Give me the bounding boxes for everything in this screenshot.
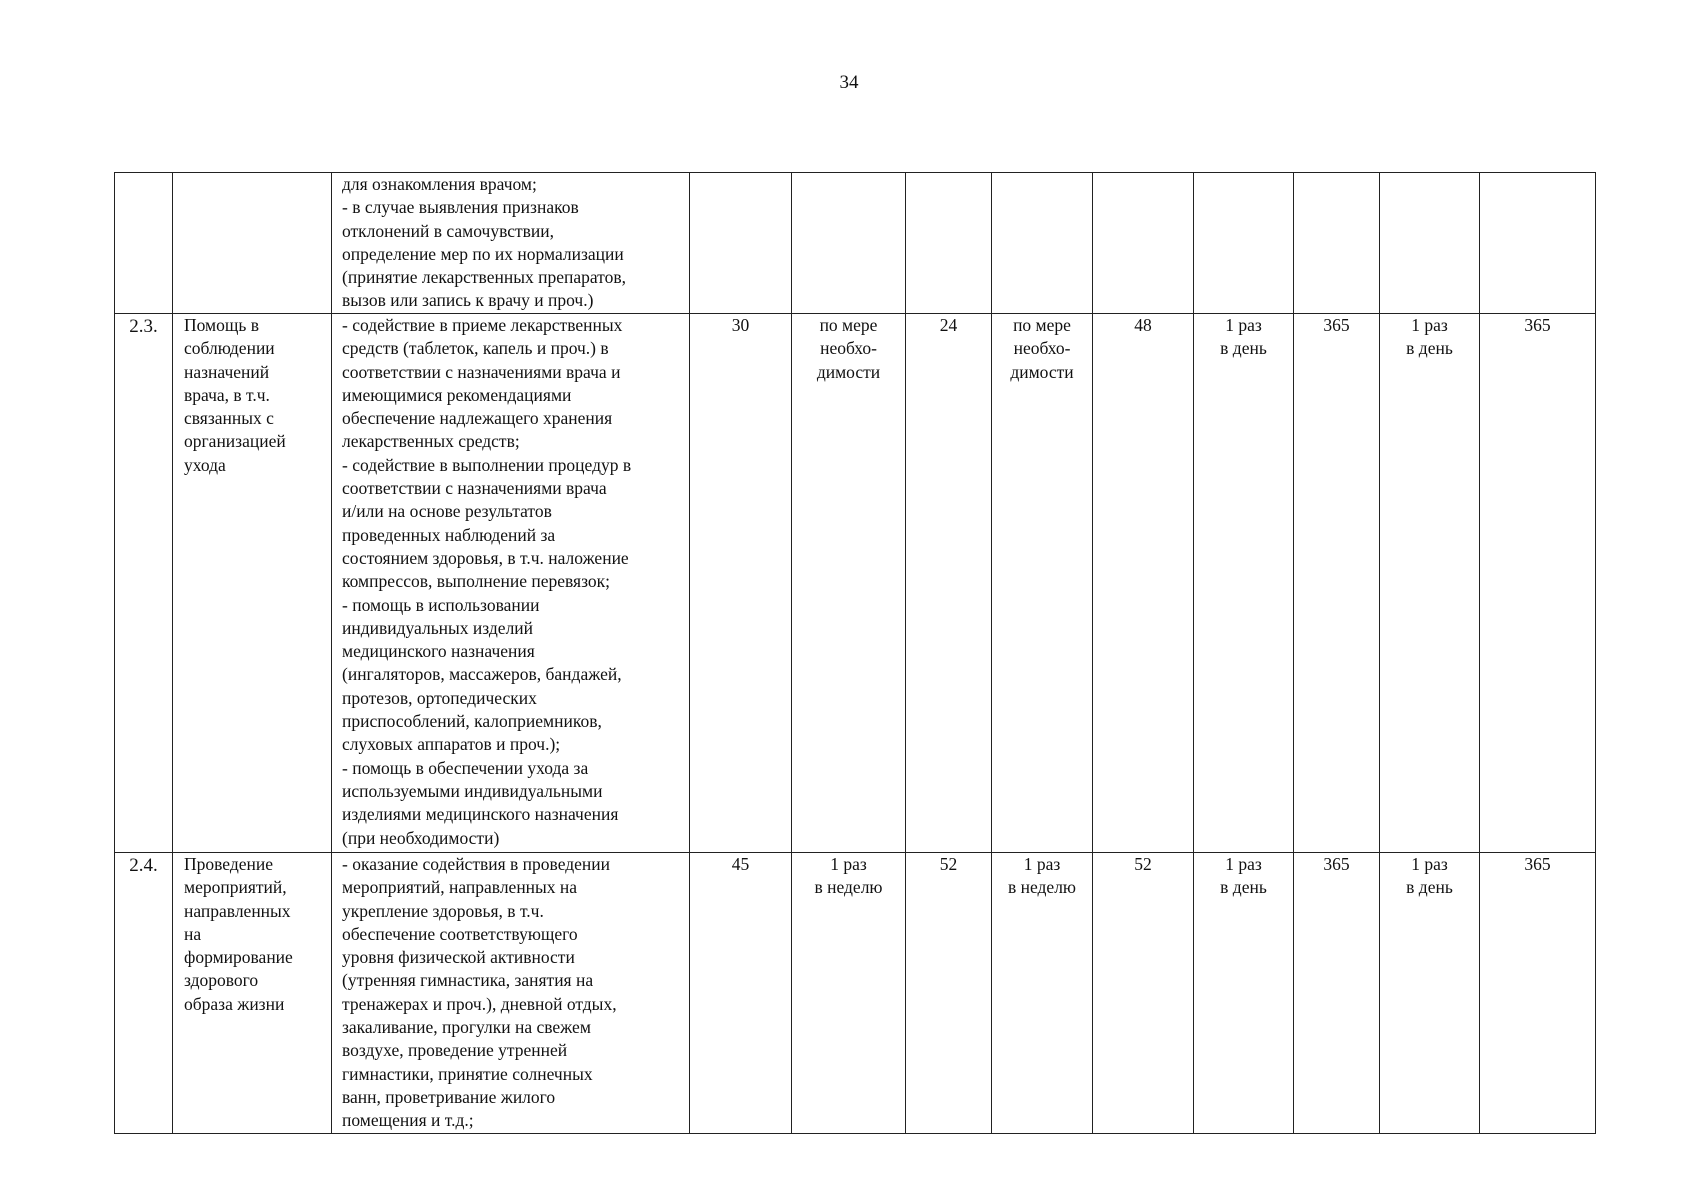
service-description-line: проведенных наблюдений за bbox=[342, 524, 556, 545]
row-number-cell: 2.4. bbox=[115, 853, 173, 1134]
service-description-line: укрепление здоровья, в т.ч. bbox=[342, 900, 544, 921]
service-name-line: мероприятий, bbox=[184, 877, 287, 898]
value-cell bbox=[1294, 853, 1380, 1134]
value-cell bbox=[906, 173, 992, 314]
value-line: 365 bbox=[1323, 315, 1350, 335]
value-line: димости bbox=[1010, 361, 1074, 382]
service-description-line: средств (таблеток, капель и проч.) в bbox=[342, 338, 609, 359]
service-description-line: состоянием здоровья, в т.ч. наложение bbox=[342, 547, 629, 568]
table-row bbox=[115, 314, 1596, 853]
service-description-line: вызов или запись к врачу и проч.) bbox=[342, 290, 594, 311]
service-description-line: - в случае выявления признаков bbox=[342, 197, 579, 218]
service-name-line: ухода bbox=[184, 454, 226, 475]
value-line: 365 bbox=[1524, 315, 1551, 335]
service-description-line: обеспечение надлежащего хранения bbox=[342, 408, 613, 429]
value-cell bbox=[1093, 173, 1194, 314]
value-cell bbox=[1480, 314, 1596, 853]
service-name-line: Проведение bbox=[184, 854, 274, 874]
value-line: 1 раз bbox=[830, 854, 867, 874]
service-name-line: организацией bbox=[184, 431, 286, 452]
value-line: 1 раз bbox=[1225, 315, 1262, 335]
value-line: димости bbox=[816, 361, 881, 382]
service-description-line: тренажерах и проч.), дневной отдых, bbox=[342, 993, 617, 1014]
table-row bbox=[115, 173, 1596, 314]
service-description-line: ванн, проветривание жилого bbox=[342, 1086, 556, 1107]
service-description-line: соответствии с назначениями врача и bbox=[342, 361, 621, 382]
value-cell bbox=[690, 853, 792, 1134]
service-name-cell bbox=[173, 853, 332, 1134]
value-line: по мере bbox=[819, 315, 878, 335]
service-description-line: компрессов, выполнение перевязок; bbox=[342, 571, 611, 592]
value-cell bbox=[1093, 314, 1194, 853]
service-description-line: - содействие в приеме лекарственных bbox=[342, 315, 623, 335]
service-description-line: используемыми индивидуальными bbox=[342, 780, 603, 801]
service-name-cell bbox=[173, 173, 332, 314]
value-line: 1 раз bbox=[1411, 854, 1448, 874]
service-name-line: на bbox=[184, 923, 202, 944]
table-row bbox=[115, 853, 1596, 1134]
value-cell bbox=[1380, 173, 1480, 314]
value-cell bbox=[1480, 173, 1596, 314]
service-description-line: (при необходимости) bbox=[342, 827, 500, 848]
service-description-cell bbox=[332, 173, 690, 314]
row-number-cell bbox=[115, 173, 173, 314]
service-name-line: Помощь в bbox=[184, 315, 259, 335]
value-cell bbox=[906, 314, 992, 853]
service-name-line: образа жизни bbox=[184, 993, 285, 1014]
service-description-line: - помощь в обеспечении ухода за bbox=[342, 757, 589, 778]
value-cell bbox=[906, 853, 992, 1134]
value-cell bbox=[1380, 314, 1480, 853]
service-description-line: отклонений в самочувствии, bbox=[342, 220, 555, 241]
value-line: 30 bbox=[731, 315, 750, 335]
value-cell bbox=[792, 173, 906, 314]
value-line: 365 bbox=[1524, 854, 1551, 874]
service-description-line: для ознакомления врачом; bbox=[342, 174, 537, 194]
value-cell bbox=[792, 853, 906, 1134]
service-description-line: протезов, ортопедических bbox=[342, 687, 537, 708]
value-cell bbox=[1380, 853, 1480, 1134]
value-cell bbox=[1294, 314, 1380, 853]
value-line: в неделю bbox=[814, 877, 883, 898]
value-line: 1 раз bbox=[1225, 854, 1262, 874]
value-cell bbox=[1194, 314, 1294, 853]
value-line: 1 раз bbox=[1023, 854, 1061, 874]
service-description-line: индивидуальных изделий bbox=[342, 617, 534, 638]
value-line: 24 bbox=[939, 315, 958, 335]
value-cell bbox=[1194, 173, 1294, 314]
value-line: в день bbox=[1220, 338, 1267, 359]
value-cell bbox=[1093, 853, 1194, 1134]
service-description-line: определение мер по их нормализации bbox=[342, 243, 624, 264]
service-description-line: слуховых аппаратов и проч.); bbox=[342, 734, 561, 755]
service-name-line: назначений bbox=[184, 361, 270, 382]
value-line: 365 bbox=[1323, 854, 1350, 874]
service-description-line: - оказание содействия в проведении bbox=[342, 854, 610, 874]
service-name-line: врача, в т.ч. bbox=[184, 384, 270, 405]
service-name-line: формирование bbox=[184, 947, 293, 968]
service-name-line: соблюдении bbox=[184, 338, 275, 359]
value-line: 48 bbox=[1134, 315, 1152, 335]
service-description-line: и/или на основе результатов bbox=[342, 501, 552, 522]
value-line: 52 bbox=[1134, 854, 1152, 874]
value-cell bbox=[690, 314, 792, 853]
service-name-line: направленных bbox=[184, 900, 291, 921]
value-line: по мере bbox=[1013, 315, 1071, 335]
service-description-line: - содействие в выполнении процедур в bbox=[342, 454, 632, 475]
row-number-cell: 2.3. bbox=[115, 314, 173, 853]
service-description-line: уровня физической активности bbox=[342, 947, 575, 968]
service-description-line: - помощь в использовании bbox=[342, 594, 540, 615]
value-line: необхо- bbox=[1013, 338, 1071, 359]
value-cell bbox=[792, 314, 906, 853]
service-description-line: гимнастики, принятие солнечных bbox=[342, 1063, 593, 1084]
service-description-line: (ингаляторов, массажеров, бандажей, bbox=[342, 664, 622, 685]
value-cell bbox=[1294, 173, 1380, 314]
service-description-line: имеющимися рекомендациями bbox=[342, 384, 572, 405]
page-number: 34 bbox=[839, 72, 859, 93]
service-description-line: (принятие лекарственных препаратов, bbox=[342, 267, 626, 288]
value-cell bbox=[1480, 853, 1596, 1134]
value-cell bbox=[992, 853, 1093, 1134]
value-line: в день bbox=[1220, 877, 1267, 898]
service-description-cell bbox=[332, 853, 690, 1134]
value-line: необхо- bbox=[820, 338, 877, 359]
service-name-line: связанных с bbox=[184, 408, 274, 429]
service-description-line: обеспечение соответствующего bbox=[342, 923, 578, 944]
value-line: 52 bbox=[939, 854, 958, 874]
service-description-line: медицинского назначения bbox=[342, 641, 535, 662]
value-cell bbox=[992, 173, 1093, 314]
value-line: 1 раз bbox=[1411, 315, 1448, 335]
value-line: в день bbox=[1406, 877, 1453, 898]
services-table bbox=[114, 172, 1596, 1134]
service-name-line: здорового bbox=[184, 970, 259, 991]
value-line: в неделю bbox=[1007, 877, 1077, 898]
value-line: 45 bbox=[731, 854, 750, 874]
value-cell bbox=[992, 314, 1093, 853]
value-line: в день bbox=[1406, 338, 1453, 359]
value-cell bbox=[690, 173, 792, 314]
service-description-line: соответствии с назначениями врача bbox=[342, 478, 607, 499]
service-description-line: помещения и т.д.; bbox=[342, 1110, 474, 1131]
service-description-line: лекарственных средств; bbox=[342, 431, 520, 452]
service-description-line: воздухе, проведение утренней bbox=[342, 1040, 568, 1061]
service-description-line: (утренняя гимнастика, занятия на bbox=[342, 970, 594, 991]
service-description-line: изделиями медицинского назначения bbox=[342, 804, 619, 825]
service-description-line: закаливание, прогулки на свежем bbox=[342, 1017, 591, 1038]
service-description-cell bbox=[332, 314, 690, 853]
service-description-line: мероприятий, направленных на bbox=[342, 877, 578, 898]
service-name-cell bbox=[173, 314, 332, 853]
service-description-line: приспособлений, калоприемников, bbox=[342, 711, 602, 732]
value-cell bbox=[1194, 853, 1294, 1134]
